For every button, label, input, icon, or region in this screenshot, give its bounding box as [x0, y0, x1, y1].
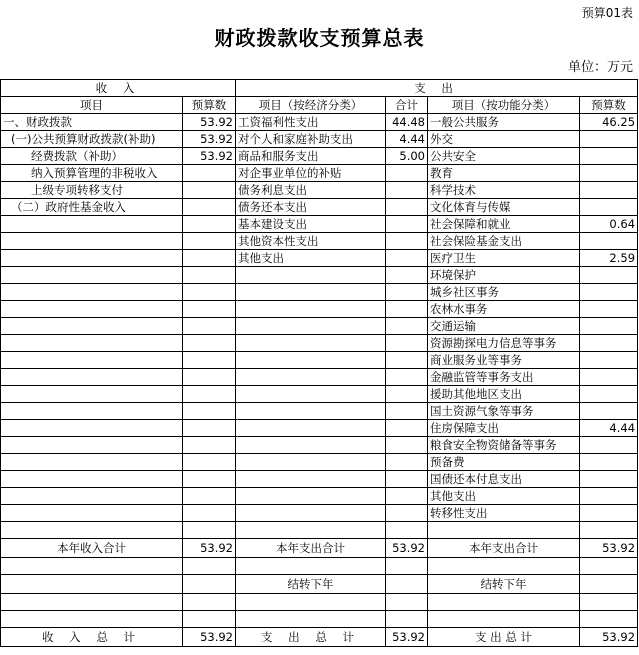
func-item: 住房保障支出 — [428, 420, 580, 437]
econ-item: 其他资本性支出 — [236, 233, 386, 250]
page-title: 财政拨款收支预算总表 — [214, 26, 425, 50]
econ-value — [386, 267, 428, 284]
econ-value — [386, 437, 428, 454]
income-value — [183, 233, 236, 250]
func-value — [580, 284, 638, 301]
func-item: 国土资源气象等事务 — [428, 403, 580, 420]
func-item: 援助其他地区支出 — [428, 386, 580, 403]
econ-item — [236, 352, 386, 369]
econ-value — [386, 471, 428, 488]
col-item: 项目 — [1, 97, 183, 114]
func-value: 2.59 — [580, 250, 638, 267]
econ-value — [386, 420, 428, 437]
income-item — [1, 318, 183, 335]
econ-total-label: 本年支出合计 — [236, 539, 386, 558]
econ-value — [386, 318, 428, 335]
econ-value: 5.00 — [386, 148, 428, 165]
econ-value — [386, 335, 428, 352]
econ-item — [236, 471, 386, 488]
econ-value — [386, 403, 428, 420]
func-item: 社会保险基金支出 — [428, 233, 580, 250]
func-value — [580, 369, 638, 386]
econ-item: 工资福利性支出 — [236, 114, 386, 131]
econ-value — [386, 182, 428, 199]
income-item: 经费拨款（补助） — [1, 148, 183, 165]
income-item — [1, 420, 183, 437]
econ-value — [386, 216, 428, 233]
table-row — [1, 420, 638, 437]
econ-item — [236, 454, 386, 471]
income-value — [183, 454, 236, 471]
func-total-value: 53.92 — [580, 539, 638, 558]
econ-value — [386, 454, 428, 471]
econ-value — [386, 233, 428, 250]
func-item: 资源勘探电力信息等事务 — [428, 335, 580, 352]
func-item: 文化体育与传媒 — [428, 199, 580, 216]
econ-value: 4.44 — [386, 131, 428, 148]
econ-value — [386, 199, 428, 216]
income-item — [1, 369, 183, 386]
income-value — [183, 386, 236, 403]
econ-item: 对企事业单位的补贴 — [236, 165, 386, 182]
func-value — [580, 267, 638, 284]
grand-func-label: 支 出 总 计 — [428, 628, 580, 647]
grand-income-value: 53.92 — [183, 628, 236, 647]
table-row — [1, 148, 638, 165]
table-row — [1, 437, 638, 454]
func-item: 金融监管等事务支出 — [428, 369, 580, 386]
table-row — [1, 471, 638, 488]
table-row — [1, 318, 638, 335]
func-value — [580, 437, 638, 454]
econ-value — [386, 386, 428, 403]
func-value — [580, 488, 638, 505]
table-row — [1, 131, 638, 148]
func-value — [580, 505, 638, 522]
table-row — [1, 454, 638, 471]
econ-item: 对个人和家庭补助支出 — [236, 131, 386, 148]
income-value — [183, 505, 236, 522]
carry-func-label: 结转下年 — [428, 575, 580, 594]
func-value — [580, 471, 638, 488]
table-row — [1, 233, 638, 250]
econ-item: 商品和服务支出 — [236, 148, 386, 165]
income-item — [1, 403, 183, 420]
func-value — [580, 199, 638, 216]
income-item — [1, 284, 183, 301]
econ-value — [386, 250, 428, 267]
econ-item: 债务利息支出 — [236, 182, 386, 199]
table-row — [1, 216, 638, 233]
income-item — [1, 454, 183, 471]
col-budget: 预算数 — [183, 97, 236, 114]
expense-header: 支 出 — [236, 80, 638, 97]
econ-item: 基本建设支出 — [236, 216, 386, 233]
econ-value — [386, 352, 428, 369]
income-value — [183, 250, 236, 267]
func-item: 一般公共服务 — [428, 114, 580, 131]
func-value — [580, 182, 638, 199]
econ-item — [236, 267, 386, 284]
func-value: 4.44 — [580, 420, 638, 437]
func-item: 公共安全 — [428, 148, 580, 165]
table-row — [1, 199, 638, 216]
income-total-label: 本年收入合计 — [1, 539, 183, 558]
income-item — [1, 250, 183, 267]
econ-value — [386, 369, 428, 386]
econ-item — [236, 488, 386, 505]
func-value — [580, 301, 638, 318]
func-total-label: 本年支出合计 — [428, 539, 580, 558]
income-value — [183, 216, 236, 233]
table-row — [1, 267, 638, 284]
income-item — [1, 488, 183, 505]
income-value — [183, 301, 236, 318]
func-item: 城乡社区事务 — [428, 284, 580, 301]
func-value — [580, 318, 638, 335]
budget-table — [0, 79, 638, 647]
col-func-budget: 预算数 — [580, 97, 638, 114]
func-item: 环境保护 — [428, 267, 580, 284]
func-value: 0.64 — [580, 216, 638, 233]
income-item — [1, 216, 183, 233]
func-item: 转移性支出 — [428, 505, 580, 522]
table-row — [1, 488, 638, 505]
table-row — [1, 301, 638, 318]
col-total: 合计 — [386, 97, 428, 114]
income-item: 上级专项转移支付 — [1, 182, 183, 199]
table-row — [1, 165, 638, 182]
table-row — [1, 403, 638, 420]
table-row — [1, 114, 638, 131]
income-item — [1, 352, 183, 369]
econ-item — [236, 318, 386, 335]
income-header: 收 入 — [1, 80, 236, 97]
table-row — [1, 250, 638, 267]
func-item: 农林水事务 — [428, 301, 580, 318]
econ-item — [236, 301, 386, 318]
econ-item — [236, 284, 386, 301]
func-value — [580, 352, 638, 369]
func-item: 预备费 — [428, 454, 580, 471]
income-value — [183, 420, 236, 437]
func-item: 社会保障和就业 — [428, 216, 580, 233]
table-row — [1, 505, 638, 522]
income-value — [183, 318, 236, 335]
econ-item — [236, 335, 386, 352]
income-value — [183, 471, 236, 488]
econ-item — [236, 369, 386, 386]
income-item — [1, 233, 183, 250]
table-row — [1, 369, 638, 386]
income-item: （二）政府性基金收入 — [1, 199, 183, 216]
econ-value — [386, 165, 428, 182]
income-item: (一)公共预算财政拨款(补助) — [1, 131, 183, 148]
func-item: 交通运输 — [428, 318, 580, 335]
income-value — [183, 403, 236, 420]
func-value — [580, 454, 638, 471]
func-value: 46.25 — [580, 114, 638, 131]
econ-item — [236, 505, 386, 522]
func-item: 科学技术 — [428, 182, 580, 199]
func-value — [580, 148, 638, 165]
col-func-item: 项目（按功能分类） — [428, 97, 580, 114]
func-item: 国债还本付息支出 — [428, 471, 580, 488]
income-value: 53.92 — [183, 148, 236, 165]
table-row — [1, 335, 638, 352]
income-value — [183, 437, 236, 454]
econ-value — [386, 284, 428, 301]
func-value — [580, 386, 638, 403]
econ-value — [386, 301, 428, 318]
econ-total-value: 53.92 — [386, 539, 428, 558]
form-code: 预算01表 — [581, 6, 633, 20]
table-row — [1, 386, 638, 403]
econ-item: 其他支出 — [236, 250, 386, 267]
table-row — [1, 182, 638, 199]
func-value — [580, 165, 638, 182]
income-item — [1, 267, 183, 284]
table-row — [1, 284, 638, 301]
income-item — [1, 301, 183, 318]
income-value: 53.92 — [183, 114, 236, 131]
unit-label: 单位：万元 — [567, 60, 633, 75]
income-item: 一、财政拨款 — [1, 114, 183, 131]
grand-expense-label: 支 出 总 计 — [236, 628, 386, 647]
econ-item — [236, 403, 386, 420]
income-value — [183, 352, 236, 369]
func-value — [580, 233, 638, 250]
func-item: 粮食安全物资储备等事务 — [428, 437, 580, 454]
income-value — [183, 369, 236, 386]
income-value — [183, 199, 236, 216]
econ-item: 债务还本支出 — [236, 199, 386, 216]
col-econ-item: 项目（按经济分类） — [236, 97, 386, 114]
income-value — [183, 284, 236, 301]
func-item: 外交 — [428, 131, 580, 148]
income-value — [183, 267, 236, 284]
income-item — [1, 505, 183, 522]
func-value — [580, 403, 638, 420]
func-value — [580, 131, 638, 148]
carry-econ-label: 结转下年 — [236, 575, 386, 594]
income-item — [1, 437, 183, 454]
func-item: 其他支出 — [428, 488, 580, 505]
income-value: 53.92 — [183, 131, 236, 148]
econ-value — [386, 505, 428, 522]
table-row — [1, 352, 638, 369]
grand-func-value: 53.92 — [580, 628, 638, 647]
income-value — [183, 182, 236, 199]
econ-item — [236, 437, 386, 454]
econ-value: 44.48 — [386, 114, 428, 131]
income-item: 纳入预算管理的非税收入 — [1, 165, 183, 182]
func-item: 商业服务业等事务 — [428, 352, 580, 369]
income-item — [1, 386, 183, 403]
grand-income-label: 收 入 总 计 — [1, 628, 183, 647]
income-value — [183, 488, 236, 505]
econ-item — [236, 420, 386, 437]
income-value — [183, 165, 236, 182]
grand-expense-value: 53.92 — [386, 628, 428, 647]
func-item: 教育 — [428, 165, 580, 182]
econ-value — [386, 488, 428, 505]
econ-item — [236, 386, 386, 403]
income-value — [183, 335, 236, 352]
income-item — [1, 335, 183, 352]
func-value — [580, 335, 638, 352]
func-item: 医疗卫生 — [428, 250, 580, 267]
income-total-value: 53.92 — [183, 539, 236, 558]
income-item — [1, 471, 183, 488]
